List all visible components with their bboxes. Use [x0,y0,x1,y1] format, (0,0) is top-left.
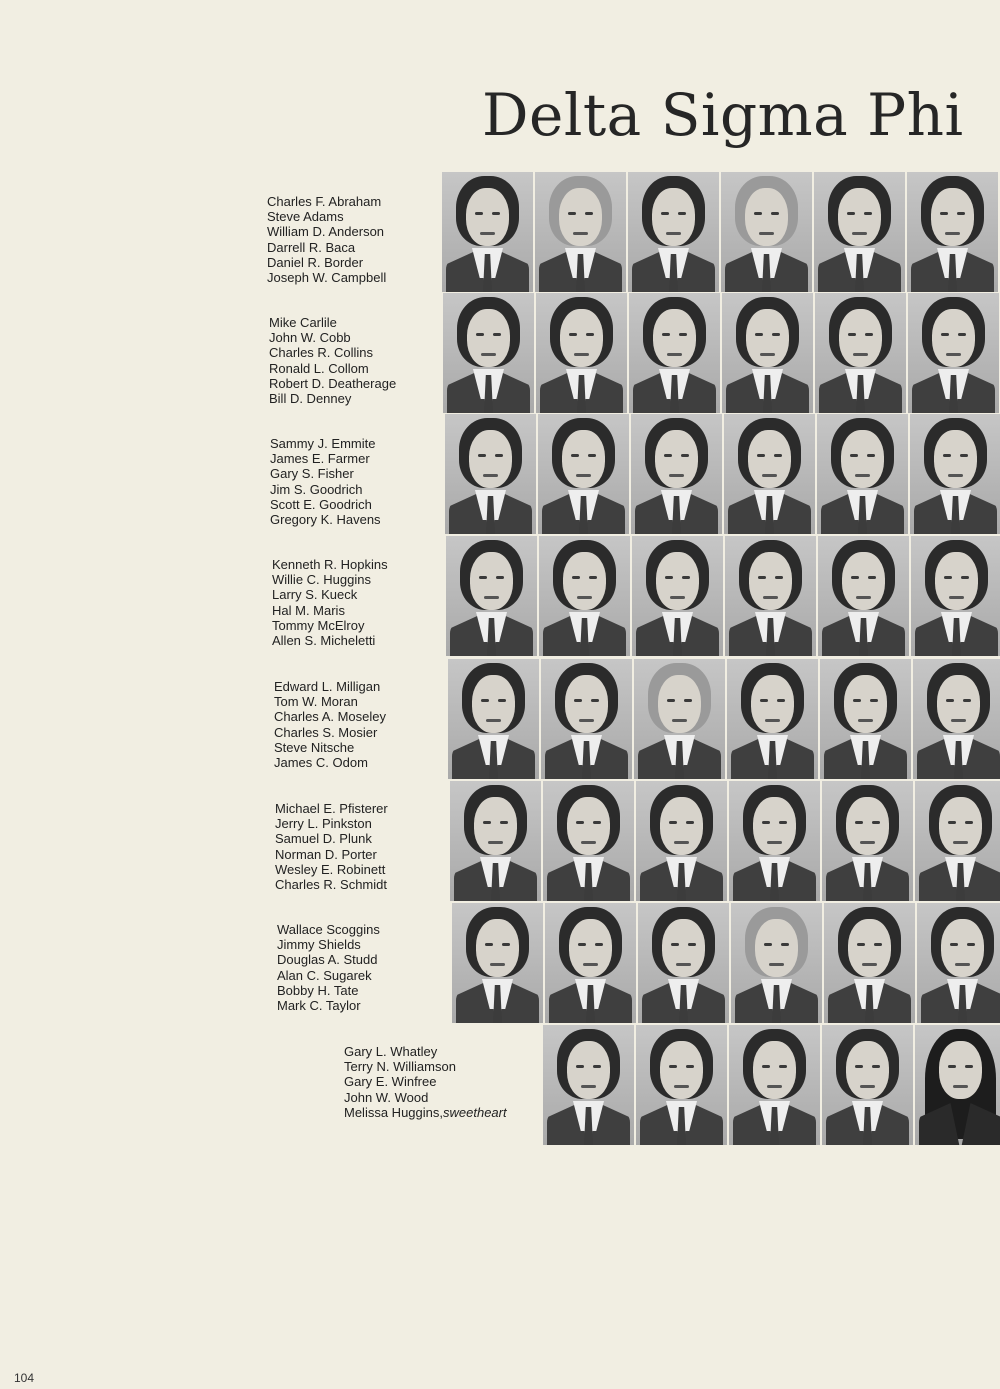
member-name: Wallace Scoggins [277,922,380,937]
portrait-photo [729,1025,820,1145]
portrait-photo [721,172,812,292]
portrait-photo [911,536,1000,656]
photo-row-8 [543,1025,1000,1145]
portrait-photo [724,414,815,534]
portrait-photo [543,1025,634,1145]
member-name: William D. Anderson [267,224,385,240]
portrait-photo [729,781,820,901]
member-name: Charles S. Mosier [274,724,378,740]
member-name: Jim S. Goodrich [270,481,363,497]
member-name: Bobby H. Tate [277,982,359,998]
portrait-photo [815,293,906,413]
member-name: Scott E. Goodrich [270,496,372,512]
portrait-photo [628,172,719,292]
name-list-row-7 [277,922,380,1013]
member-name: Gregory K. Havens [270,512,381,528]
portrait-photo [824,903,915,1023]
member-name: Charles R. Schmidt [275,877,387,893]
member-name: Michael E. Pfisterer [275,801,388,816]
portrait-photo [910,414,1000,534]
portrait-photo [536,293,627,413]
member-name: Tommy McElroy [272,617,365,633]
name-list-row-3 [270,436,381,527]
portrait-photo [638,903,729,1023]
member-name: Ronald L. Collom [269,360,369,376]
member-name: Terry N. Williamson [344,1059,456,1075]
portrait-photo [817,414,908,534]
portrait-photo [818,536,909,656]
portrait-photo [535,172,626,292]
member-name: Norman D. Porter [275,846,377,862]
portrait-photo [913,659,1000,779]
member-name: Darrell R. Baca [267,239,356,255]
name-list-row-8 [344,1044,507,1120]
member-name: Edward L. Milligan [274,679,381,694]
sweetheart-role: sweetheart [443,1104,507,1120]
member-name: Douglas A. Studd [277,952,378,968]
member-name: Gary E. Winfree [344,1074,437,1090]
portrait-photo [448,659,539,779]
portrait-photo [545,903,636,1023]
member-name: Bill D. Denney [269,391,352,407]
portrait-photo [908,293,999,413]
portrait-photo [452,903,543,1023]
member-name: Charles R. Collins [269,345,374,361]
photo-row-4 [446,536,1000,656]
member-name: Joseph W. Campbell [267,270,387,286]
member-name: Steve Nitsche [274,739,355,755]
portrait-photo [632,536,723,656]
photo-row-5 [448,659,1000,779]
page-number: 104 [14,1371,35,1385]
member-name: Gary L. Whatley [344,1044,438,1059]
member-name: Kenneth R. Hopkins [272,557,388,572]
photo-row-3 [445,414,1000,534]
sweetheart-entry [344,1105,507,1120]
portrait-photo [446,536,537,656]
member-name: Willie C. Huggins [272,572,371,588]
name-list-row-5 [274,679,386,770]
member-name: Gary S. Fisher [270,466,354,482]
portrait-photo [915,781,1000,901]
portrait-photo [629,293,720,413]
member-name: Jimmy Shields [277,937,361,953]
member-name: Tom W. Moran [274,694,358,710]
portrait-photo [820,659,911,779]
member-name: Daniel R. Border [267,254,364,270]
portrait-photo [543,781,634,901]
portrait-photo [822,781,913,901]
member-name: Robert D. Deatherage [269,375,397,391]
member-name: James C. Odom [274,755,368,771]
member-name: Jerry L. Pinkston [275,816,372,832]
member-name: James E. Farmer [270,451,370,467]
portrait-photo [541,659,632,779]
portrait-photo [538,414,629,534]
portrait-photo [725,536,816,656]
photo-row-7 [452,903,1000,1023]
member-name: Charles A. Moseley [274,709,386,725]
portrait-photo [539,536,630,656]
member-name: Sammy J. Emmite [270,436,376,451]
portrait-photo [722,293,813,413]
member-name: Hal M. Maris [272,602,345,618]
page-title: Delta Sigma Phi [482,81,964,149]
member-name: Mike Carlile [269,315,337,330]
member-name: Wesley E. Robinett [275,861,386,877]
member-name: Larry S. Kueck [272,587,358,603]
member-name: Allen S. Micheletti [272,633,376,649]
name-list-row-1 [267,194,386,285]
portrait-photo [443,293,534,413]
portrait-photo [814,172,905,292]
name-list-row-4 [272,557,388,648]
portrait-photo [636,1025,727,1145]
portrait-photo [636,781,727,901]
sweetheart-name: Melissa Huggins, [344,1104,443,1120]
portrait-photo [631,414,722,534]
portrait-photo [727,659,818,779]
portrait-photo [442,172,533,292]
name-list-row-2 [269,315,396,406]
member-name: Mark C. Taylor [277,998,361,1014]
member-name: Charles F. Abraham [267,194,382,209]
portrait-photo [907,172,998,292]
portrait-photo [822,1025,913,1145]
photo-row-1 [442,172,1000,292]
photo-row-2 [443,293,1000,413]
member-name: Steve Adams [267,209,344,225]
member-name: John W. Wood [344,1089,429,1105]
member-name: John W. Cobb [269,330,351,346]
portrait-photo [731,903,822,1023]
portrait-photo-sweetheart [915,1025,1000,1145]
portrait-photo [450,781,541,901]
member-name: Alan C. Sugarek [277,967,372,983]
portrait-photo [917,903,1000,1023]
portrait-photo [445,414,536,534]
portrait-photo [634,659,725,779]
member-name: Samuel D. Plunk [275,831,372,847]
photo-row-6 [450,781,1000,901]
name-list-row-6 [275,801,388,892]
